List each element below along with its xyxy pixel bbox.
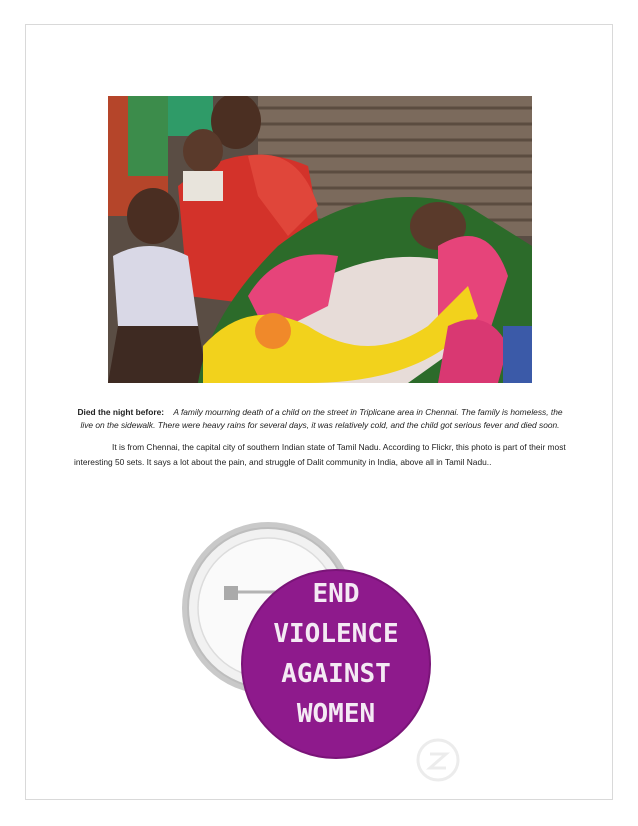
- button-line-2: VIOLENCE: [273, 619, 399, 649]
- mourning-family-photo: [108, 96, 532, 383]
- caption-text: A family mourning death of a child on the street in Triplicane area in Chennai. The family is homeless, the live on the sidewalk. There were heavy rains for several days, it was relatively cold, and the child got serious fever and died soon.: [80, 407, 563, 430]
- button-line-4: WOMEN: [296, 699, 376, 729]
- photo-caption: [74, 406, 566, 432]
- button-line-3: AGAINST: [281, 659, 391, 689]
- watermark-logo-icon: [418, 740, 458, 780]
- button-line-1: END: [312, 579, 360, 609]
- pin-button-illustration: [180, 516, 460, 796]
- caption-heading: Died the night before:: [77, 407, 165, 417]
- photo-illustration: [108, 96, 532, 383]
- body-paragraph-text: It is from Chennai, the capital city of southern Indian state of Tamil Nadu. According to Flickr, this photo is part of their most interesting 50 sets. It says a lot about the pain, and struggle of Dalit community in India, above all in Tamil Nadu..: [74, 442, 566, 467]
- end-violence-button-image: [180, 516, 460, 796]
- body-paragraph: [74, 440, 574, 469]
